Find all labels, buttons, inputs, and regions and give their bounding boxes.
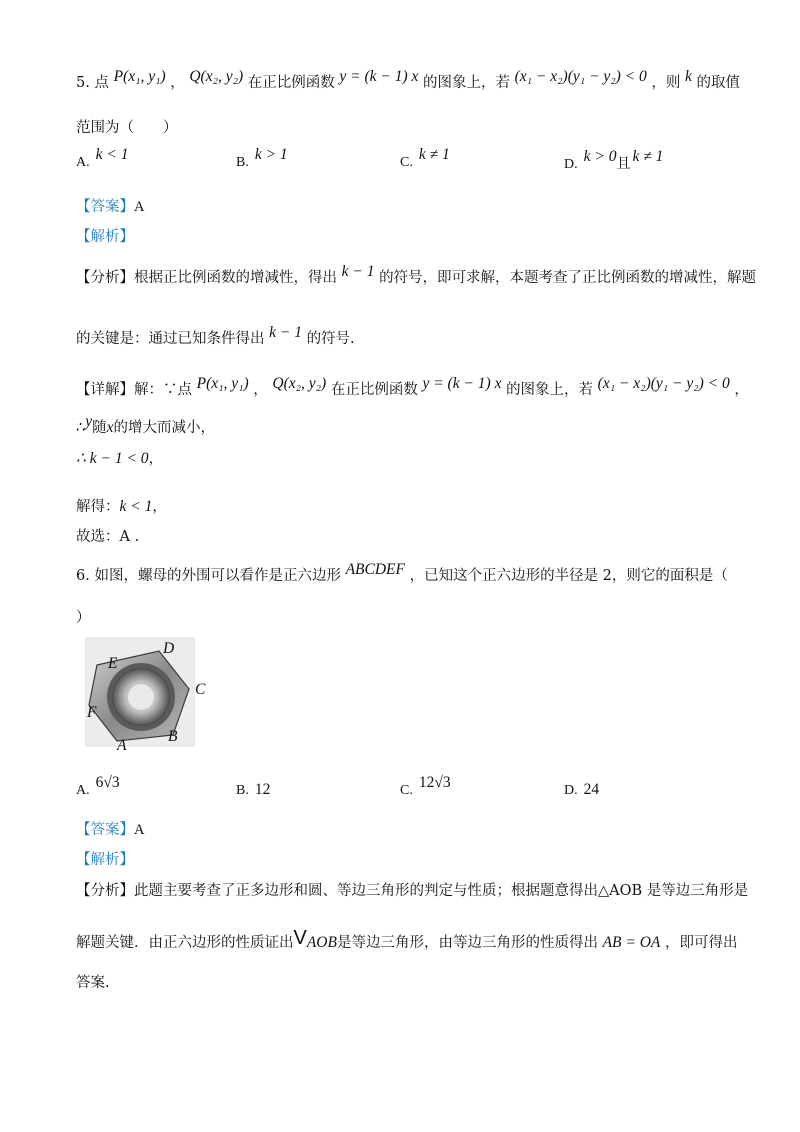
q6-stem-line2: ） (76, 610, 91, 626)
variable-y: y (85, 413, 93, 430)
fenxi-text: 解题关键．由正六边形的性质证出 (76, 935, 294, 951)
fenxi-text: 的符号. (306, 331, 355, 347)
option-label: A. (76, 155, 90, 170)
separator: ， (253, 382, 268, 398)
q6-fenxi-line2 (76, 927, 738, 953)
detail-text: 解得： (76, 499, 120, 515)
hex-nut-figure (85, 637, 195, 747)
option-value: 6√3 (95, 774, 120, 791)
q5-option-a (76, 146, 129, 171)
option-value: k > 0 (583, 148, 617, 165)
q6-stem-text: ，已知这个正六边形的半径是 2，则它的面积是（ (409, 568, 728, 584)
point-p: P(x₁, y₁) (196, 375, 249, 392)
fenxi-text: 的符号，即可求解，本题考查了正比例函数的增减性，解题 (379, 270, 757, 286)
q5-fenxi-line1 (76, 263, 757, 288)
option-value: 12√3 (418, 774, 451, 791)
option-value: k < 1 (95, 146, 129, 163)
answer-value: A (134, 199, 145, 215)
separator: ， (170, 75, 185, 91)
answer-tag: 【答案】 (76, 199, 134, 215)
condition-expression: (x₁ − x₂)(y₁ − y₂) < 0 (514, 68, 647, 85)
vertex-label-b: B (168, 728, 178, 745)
q5-answer (76, 197, 144, 217)
q5-number: 5. 点 (76, 75, 109, 91)
expression: k − 1 (341, 263, 375, 280)
option-value: k ≠ 1 (418, 146, 450, 163)
q5-xiangjie-line1 (76, 375, 749, 400)
point-p: P(x₁, y₁) (113, 68, 166, 85)
answer-value: A (134, 822, 145, 838)
option-value: 12 (254, 781, 271, 798)
q6-stem-text: 6. 如图，螺母的外围可以看作是正六边形 (76, 568, 341, 584)
fenxi-text: 是等边三角形，由等边三角形的性质得出 (336, 935, 598, 951)
q5-fenxi-line2 (76, 324, 355, 349)
triangle-symbol: V (293, 927, 307, 949)
inequality: ∴ k − 1 < 0 (76, 450, 149, 467)
detail-text: 随 (92, 420, 107, 436)
function-expression: y = (k − 1) x (422, 375, 502, 392)
detail-text: 的图象上，若 (506, 382, 594, 398)
vertex-label-e: E (108, 655, 118, 672)
q6-option-d (564, 781, 599, 799)
option-label: D. (564, 157, 578, 172)
option-value: k ≠ 1 (632, 148, 664, 165)
therefore-symbol: ∴ (76, 420, 86, 436)
stem-text: ，则 (651, 75, 681, 91)
q5-stem-line1 (76, 68, 740, 93)
q5-stem-line2: 范围为（ ） (76, 120, 178, 136)
stem-text: 在正比例函数 (247, 75, 335, 91)
fenxi-tag: 【分析】 (76, 270, 134, 286)
option-label: B. (236, 155, 249, 170)
q5-xiangjie-line4 (76, 497, 167, 517)
fenxi-tag: 【分析】 (76, 883, 134, 899)
q5-option-c (400, 146, 450, 171)
vertex-label-d: D (163, 640, 175, 657)
stem-text: 的取值 (696, 75, 740, 91)
equation: AB = OA (602, 934, 661, 951)
q6-answer (76, 820, 144, 840)
point-q: Q(x₂, y₂) (272, 375, 327, 392)
hole-light (128, 684, 154, 710)
q6-analysis-tag: 【解析】 (76, 852, 134, 868)
option-label: A. (76, 783, 90, 798)
vertex-label-a: A (117, 737, 127, 754)
option-join: 且 (616, 156, 631, 172)
point-q: Q(x₂, y₂) (189, 68, 244, 85)
triangle-name: AOB (306, 934, 337, 951)
option-value: 24 (583, 781, 600, 798)
q6-stem-line1 (76, 561, 728, 586)
fenxi-text: ，即可得出 (665, 935, 738, 951)
q6-option-c (400, 774, 451, 799)
q6-fenxi-line3: 答案. (76, 975, 110, 991)
hexagon-name: ABCDEF (345, 561, 405, 578)
fenxi-text: 根据正比例函数的增减性，得出 (134, 270, 337, 286)
q5-option-d (564, 148, 664, 173)
vertex-label-c: C (195, 681, 206, 698)
q5-xiangjie-line3 (76, 449, 163, 469)
detail-text: ， (734, 382, 749, 398)
function-expression: y = (k − 1) x (339, 68, 419, 85)
q6-option-b (236, 781, 270, 799)
fenxi-text: 的关键是：通过已知条件得出 (76, 331, 265, 347)
vertex-label-f: F (87, 704, 97, 721)
detail-text: 的增大而减小， (113, 420, 216, 436)
stem-text: 的图象上，若 (423, 75, 511, 91)
solution: k < 1 (119, 498, 153, 515)
option-label: D. (564, 783, 578, 798)
q5-xiangjie-line5: 故选：A . (76, 529, 140, 545)
detail-text: 解：∵点 (134, 382, 192, 398)
xiangjie-tag: 【详解】 (76, 382, 134, 398)
answer-tag: 【答案】 (76, 822, 134, 838)
expression: k − 1 (269, 324, 302, 341)
q5-analysis-tag: 【解析】 (76, 229, 134, 245)
variable-k: k (684, 68, 692, 85)
q5-xiangjie-line2 (76, 413, 216, 438)
variable-x: x (106, 419, 114, 436)
q6-fenxi-line1 (76, 881, 748, 901)
q6-option-a (76, 774, 120, 799)
detail-text: ， (152, 499, 167, 515)
fenxi-text: 此题主要考查了正多边形和圆、等边三角形的判定与性质；根据题意得出△AOB 是等边三角形是 (134, 883, 749, 899)
detail-text: ， (148, 451, 164, 467)
detail-text: 在正比例函数 (330, 382, 418, 398)
option-value: k > 1 (254, 146, 288, 163)
option-label: B. (236, 783, 249, 798)
option-label: C. (400, 155, 413, 170)
q5-option-b (236, 146, 288, 171)
condition-expression: (x₁ − x₂)(y₁ − y₂) < 0 (597, 375, 730, 392)
option-label: C. (400, 783, 413, 798)
